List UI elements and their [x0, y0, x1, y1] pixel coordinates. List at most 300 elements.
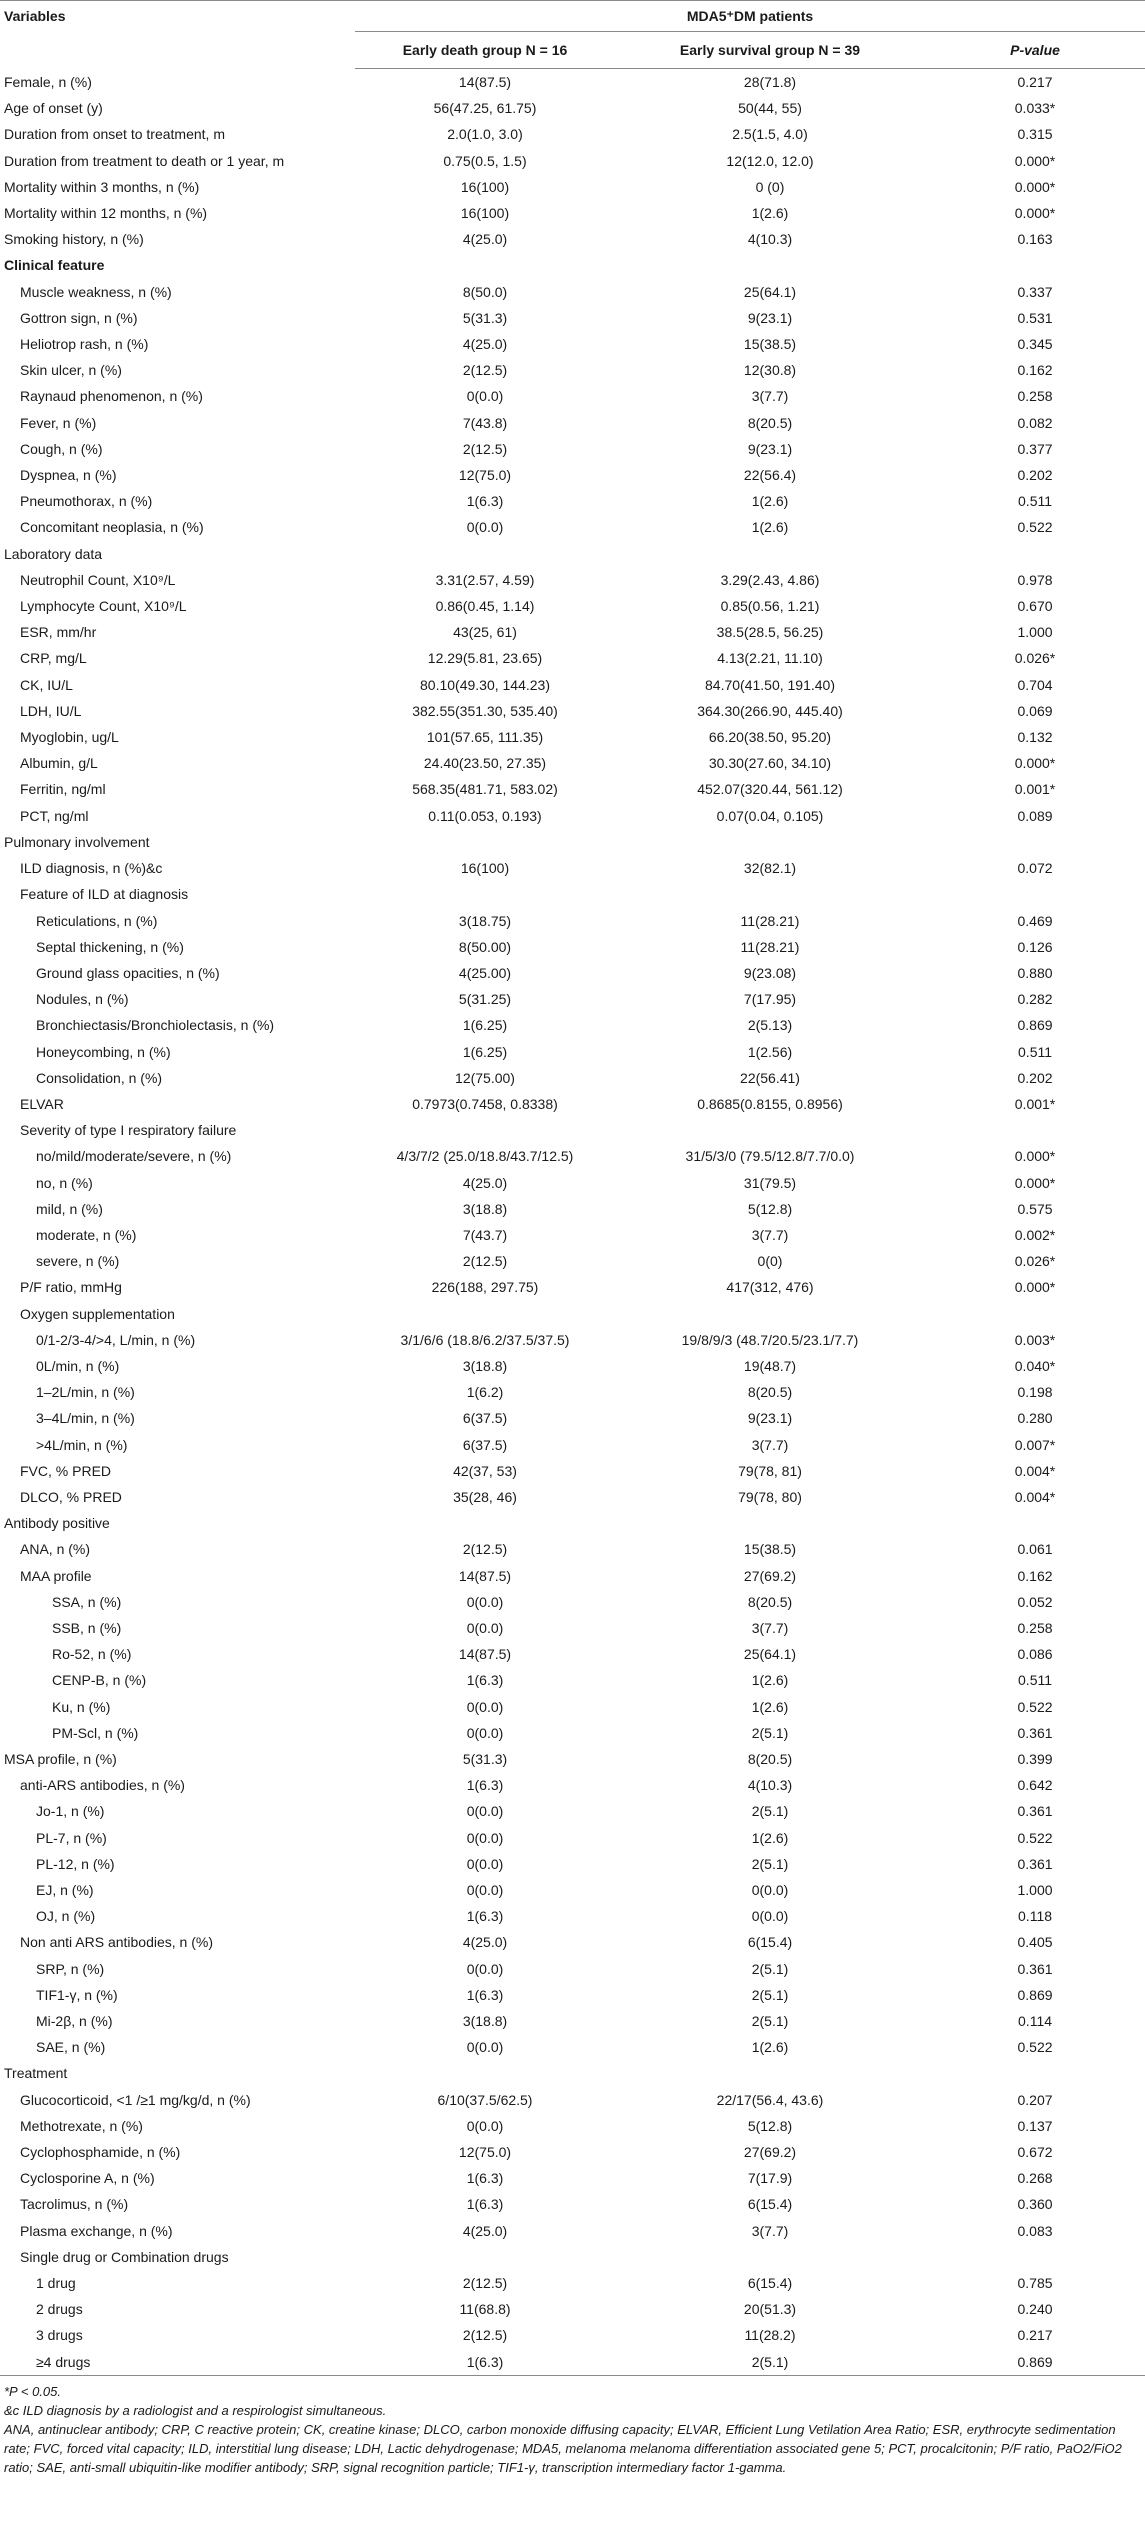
- row-variable-label: Jo-1, n (%): [36, 1803, 105, 1820]
- row-early-death-value: 2(12.5): [462, 2327, 508, 2344]
- row-early-survival-value: 1(2.6): [751, 1698, 789, 1715]
- row-p-value: 0.522: [1017, 1829, 1053, 1846]
- table-row: [0, 1117, 1145, 1143]
- row-variable-label: 3 drugs: [36, 2327, 83, 2344]
- table-row: [0, 2113, 1145, 2139]
- row-early-survival-value: 0 (0): [755, 178, 785, 195]
- table-row: [0, 619, 1145, 645]
- row-p-value: 0.132: [1017, 729, 1053, 746]
- row-early-survival-value: [615, 881, 925, 907]
- row-p-value: 0.405: [1017, 1934, 1053, 1951]
- row-p-value: 0.033*: [1014, 100, 1056, 117]
- row-early-survival-value: 6(15.4): [747, 2196, 793, 2213]
- table-row: [0, 829, 1145, 855]
- row-early-death-value: 1(6.3): [466, 1986, 504, 2003]
- row-variable-label: 3–4L/min, n (%): [36, 1410, 135, 1427]
- row-p-value: [925, 881, 1145, 907]
- row-variable-label: anti-ARS antibodies, n (%): [20, 1777, 185, 1794]
- row-p-value: 0.052: [1017, 1593, 1053, 1610]
- row-early-death-value: 80.10(49.30, 144.23): [420, 676, 550, 693]
- row-early-death-value: 24.40(23.50, 27.35): [423, 755, 547, 772]
- row-early-survival-value: 9(23.1): [747, 440, 793, 457]
- row-p-value: 0.082: [1017, 414, 1053, 431]
- row-p-value: 0.001*: [1014, 781, 1056, 798]
- row-early-death-value: 568.35(481.71, 583.02): [412, 781, 558, 798]
- table-row: [0, 881, 1145, 907]
- table-row: [0, 514, 1145, 540]
- row-early-death-value: 16(100): [460, 205, 510, 222]
- table-row: [0, 1432, 1145, 1458]
- row-variable-label: Severity of type I respiratory failure: [20, 1122, 237, 1139]
- footnote-ild: &c ILD diagnosis by a radiologist and a respirologist simultaneous.: [4, 2402, 387, 2418]
- row-early-survival-value: 452.07(320.44, 561.12): [697, 781, 843, 798]
- table-row: [0, 1536, 1145, 1562]
- header-early-death: Early death group N = 16: [355, 32, 615, 69]
- row-early-survival-value: 8(20.5): [747, 1751, 793, 1767]
- row-early-death-value: 2.0(1.0, 3.0): [447, 126, 523, 143]
- row-variable-label: 2 drugs: [36, 2301, 83, 2318]
- row-early-survival-value: 5(12.8): [747, 1200, 793, 1217]
- row-p-value: [925, 252, 1145, 278]
- row-early-survival-value: 3(7.7): [751, 1619, 789, 1636]
- row-early-death-value: 7(43.7): [462, 1226, 508, 1243]
- row-early-death-value: 16(100): [460, 860, 510, 877]
- row-early-survival-value: 50(44, 55): [738, 100, 802, 117]
- row-p-value: 0.670: [1017, 598, 1053, 615]
- row-early-death-value: 0(0.0): [466, 388, 504, 405]
- table-row: [0, 174, 1145, 200]
- row-early-survival-value: 2(5.1): [751, 1855, 789, 1872]
- row-early-death-value: 5(31.3): [462, 309, 508, 326]
- row-variable-label: Consolidation, n (%): [36, 1069, 163, 1086]
- row-early-survival-value: [615, 1301, 925, 1327]
- row-variable-label: Myoglobin, ug/L: [20, 729, 119, 746]
- row-p-value: 0.642: [1017, 1777, 1053, 1794]
- table-row: [0, 2008, 1145, 2034]
- row-p-value: 0.282: [1017, 991, 1053, 1008]
- row-early-death-value: 6(37.5): [462, 1410, 508, 1427]
- row-p-value: 0.137: [1017, 2117, 1053, 2134]
- row-variable-label: Cough, n (%): [20, 440, 103, 457]
- row-early-survival-value: 79(78, 80): [738, 1488, 802, 1505]
- row-early-survival-value: 84.70(41.50, 191.40): [705, 676, 835, 693]
- row-variable-label: DLCO, % PRED: [20, 1488, 122, 1505]
- row-early-death-value: [355, 829, 615, 855]
- row-early-survival-value: 7(17.95): [743, 991, 797, 1008]
- row-variable-label: ANA, n (%): [20, 1541, 91, 1558]
- row-early-death-value: 6(37.5): [462, 1436, 508, 1453]
- table-row: [0, 1798, 1145, 1824]
- table-row: [0, 305, 1145, 331]
- row-early-survival-value: 0(0): [757, 1253, 783, 1270]
- row-early-death-value: 6/10(37.5/62.5): [437, 2091, 533, 2108]
- row-early-death-value: 4(25.0): [462, 1174, 508, 1191]
- row-early-survival-value: 7(17.9): [747, 2170, 793, 2187]
- row-variable-label: TIF1-γ, n (%): [36, 1986, 118, 2003]
- row-variable-label: Raynaud phenomenon, n (%): [20, 388, 203, 405]
- table-row: [0, 1196, 1145, 1222]
- row-p-value: 0.162: [1017, 362, 1053, 379]
- row-early-survival-value: 25(64.1): [743, 283, 797, 300]
- row-early-survival-value: 12(12.0, 12.0): [726, 152, 814, 169]
- row-variable-label: Duration from treatment to death or 1 year, m: [4, 152, 285, 169]
- row-early-death-value: [355, 2244, 615, 2270]
- row-early-death-value: 0.7973(0.7458, 0.8338): [412, 1095, 558, 1112]
- row-p-value: 0.000*: [1014, 178, 1056, 195]
- row-early-death-value: 0(0.0): [466, 1593, 504, 1610]
- row-early-death-value: 1(6.3): [466, 1908, 504, 1925]
- row-p-value: 0.002*: [1014, 1226, 1056, 1243]
- row-variable-label: SRP, n (%): [36, 1960, 105, 1977]
- row-variable-label: LDH, IU/L: [20, 702, 82, 719]
- row-p-value: 0.004*: [1014, 1462, 1056, 1479]
- row-early-survival-value: 12(30.8): [743, 362, 797, 379]
- row-variable-label: Ferritin, ng/ml: [20, 781, 106, 798]
- row-variable-label: Treatment: [4, 2065, 68, 2082]
- row-early-survival-value: 11(28.21): [740, 912, 800, 929]
- row-p-value: 0.163: [1017, 231, 1053, 248]
- table-row: [0, 1720, 1145, 1746]
- table-row: [0, 593, 1145, 619]
- table-row: [0, 908, 1145, 934]
- row-early-survival-value: 27(69.2): [743, 2144, 797, 2161]
- row-p-value: 0.000*: [1014, 755, 1056, 772]
- row-p-value: 0.026*: [1014, 1253, 1056, 1270]
- row-p-value: 0.000*: [1014, 205, 1056, 222]
- table-row: [0, 1379, 1145, 1405]
- row-variable-label: Non anti ARS antibodies, n (%): [20, 1934, 213, 1951]
- row-variable-label: Pulmonary involvement: [4, 833, 150, 850]
- row-p-value: [925, 1117, 1145, 1143]
- row-variable-label: ILD diagnosis, n (%)&c: [20, 860, 163, 877]
- row-p-value: 0.315: [1017, 126, 1053, 143]
- row-p-value: 0.072: [1017, 860, 1053, 877]
- row-p-value: 0.785: [1017, 2275, 1053, 2292]
- row-variable-label: Methotrexate, n (%): [20, 2117, 143, 2134]
- row-p-value: [925, 829, 1145, 855]
- row-variable-label: Skin ulcer, n (%): [20, 362, 122, 379]
- row-early-survival-value: 2.5(1.5, 4.0): [732, 126, 808, 143]
- row-early-death-value: 1(6.3): [466, 1777, 504, 1794]
- row-p-value: 0.061: [1017, 1541, 1053, 1558]
- row-p-value: 0.217: [1017, 2327, 1053, 2344]
- row-p-value: 0.162: [1017, 1567, 1053, 1584]
- table-row: [0, 252, 1145, 278]
- table-row: [0, 1274, 1145, 1300]
- row-early-death-value: 7(43.8): [462, 414, 508, 431]
- row-early-survival-value: 1(2.56): [747, 1043, 793, 1060]
- row-variable-label: Oxygen supplementation: [20, 1305, 175, 1322]
- row-early-survival-value: 32(82.1): [743, 860, 797, 877]
- table-row: [0, 803, 1145, 829]
- row-variable-label: CENP-B, n (%): [52, 1672, 147, 1689]
- row-early-death-value: 3(18.8): [462, 1357, 508, 1374]
- row-p-value: [925, 2244, 1145, 2270]
- row-variable-label: Ground glass opacities, n (%): [36, 964, 220, 981]
- row-early-death-value: [355, 1510, 615, 1536]
- row-p-value: 0.202: [1017, 1069, 1053, 1086]
- row-early-survival-value: 1(2.6): [751, 1829, 789, 1846]
- row-p-value: 0.978: [1017, 571, 1053, 588]
- table-row: [0, 1667, 1145, 1693]
- header-p-value: [925, 32, 1145, 69]
- row-variable-label: Antibody positive: [4, 1515, 110, 1532]
- row-early-survival-value: [615, 2060, 925, 2086]
- row-variable-label: MSA profile, n (%): [4, 1751, 117, 1767]
- row-p-value: 0.511: [1018, 1672, 1053, 1689]
- row-variable-label: Mi-2β, n (%): [36, 2013, 113, 2030]
- row-variable-label: Feature of ILD at diagnosis: [20, 886, 189, 903]
- row-early-death-value: 1(6.3): [466, 2196, 504, 2213]
- row-early-death-value: 4/3/7/2 (25.0/18.8/43.7/12.5): [396, 1148, 574, 1165]
- row-p-value: 0.003*: [1014, 1331, 1056, 1348]
- table-row: [0, 1353, 1145, 1379]
- table-row: [0, 1327, 1145, 1353]
- row-p-value: 0.880: [1017, 964, 1053, 981]
- row-variable-label: PL-7, n (%): [36, 1829, 107, 1846]
- row-early-survival-value: 19(48.7): [743, 1357, 797, 1374]
- row-p-value: 0.361: [1017, 1855, 1053, 1872]
- row-early-death-value: 16(100): [460, 178, 510, 195]
- row-early-death-value: 382.55(351.30, 535.40): [412, 702, 558, 719]
- row-variable-label: P/F ratio, mmHg: [20, 1279, 122, 1296]
- row-p-value: 0.280: [1017, 1410, 1053, 1427]
- row-early-survival-value: 9(23.1): [747, 309, 793, 326]
- row-variable-label: no/mild/moderate/severe, n (%): [36, 1148, 232, 1165]
- row-variable-label: Duration from onset to treatment, m: [4, 126, 225, 143]
- row-early-death-value: 5(31.25): [458, 991, 512, 1008]
- table-row: [0, 1563, 1145, 1589]
- row-early-survival-value: 31/5/3/0 (79.5/12.8/7.7/0.0): [685, 1148, 855, 1165]
- row-early-survival-value: 9(23.08): [743, 964, 797, 981]
- table-row: [0, 1825, 1145, 1851]
- row-early-survival-value: 9(23.1): [747, 1410, 793, 1427]
- table-row: [0, 1039, 1145, 1065]
- row-early-survival-value: 2(5.13): [747, 1017, 793, 1034]
- row-early-death-value: 0(0.0): [466, 519, 504, 536]
- row-early-death-value: 1(6.3): [466, 2170, 504, 2187]
- row-early-death-value: [355, 541, 615, 567]
- row-early-death-value: 35(28, 46): [453, 1488, 517, 1505]
- table-row: [0, 1641, 1145, 1667]
- table-body: [0, 69, 1145, 2376]
- row-p-value: 0.531: [1017, 309, 1053, 326]
- row-variable-label: mild, n (%): [36, 1200, 103, 1217]
- row-variable-label: Bronchiectasis/Bronchiolectasis, n (%): [36, 1017, 275, 1034]
- row-early-death-value: 226(188, 297.75): [431, 1279, 539, 1296]
- row-p-value: 0.089: [1017, 807, 1053, 824]
- row-early-survival-value: 5(12.8): [747, 2117, 793, 2134]
- row-variable-label: Neutrophil Count, X10⁹/L: [20, 571, 176, 588]
- row-early-death-value: [355, 252, 615, 278]
- row-p-value: 1.000: [1017, 624, 1053, 641]
- table-row: [0, 1405, 1145, 1431]
- row-variable-label: 1 drug: [36, 2275, 76, 2292]
- table-row: [0, 1694, 1145, 1720]
- table-row: [0, 1746, 1145, 1772]
- row-p-value: 0.217: [1017, 74, 1053, 90]
- table-row: [0, 672, 1145, 698]
- table-row: [0, 1772, 1145, 1798]
- row-variable-label: Female, n (%): [4, 73, 92, 90]
- table-row: [0, 1484, 1145, 1510]
- row-early-survival-value: 3.29(2.43, 4.86): [720, 571, 820, 588]
- table-row: [0, 488, 1145, 514]
- row-early-death-value: 14(87.5): [458, 1646, 512, 1663]
- table-row: [0, 724, 1145, 750]
- row-p-value: 0.258: [1017, 388, 1053, 405]
- row-p-value: 0.069: [1017, 702, 1053, 719]
- row-variable-label: Pneumothorax, n (%): [20, 493, 153, 510]
- row-variable-label: Reticulations, n (%): [36, 912, 158, 929]
- table-row: [0, 1065, 1145, 1091]
- row-early-death-value: 0(0.0): [466, 1724, 504, 1741]
- footnote-significance: *P < 0.05.: [4, 2383, 61, 2399]
- row-p-value: 0.026*: [1014, 650, 1056, 667]
- table-row: [0, 1012, 1145, 1038]
- row-early-death-value: 0.86(0.45, 1.14): [435, 598, 535, 615]
- row-variable-label: 0L/min, n (%): [36, 1357, 120, 1374]
- row-early-survival-value: 4(10.3): [747, 231, 793, 248]
- table-row: [0, 2218, 1145, 2244]
- row-variable-label: Smoking history, n (%): [4, 231, 144, 248]
- row-early-death-value: 0(0.0): [466, 1619, 504, 1636]
- row-early-survival-value: 417(312, 476): [726, 1279, 814, 1296]
- table-row: [0, 436, 1145, 462]
- table-row: [0, 331, 1145, 357]
- row-early-death-value: [355, 881, 615, 907]
- row-early-survival-value: 8(20.5): [747, 1593, 793, 1610]
- row-p-value: 0.511: [1018, 1043, 1053, 1060]
- row-variable-label: ELVAR: [20, 1095, 64, 1112]
- row-early-survival-value: 2(5.1): [751, 1960, 789, 1977]
- row-early-death-value: 0(0.0): [466, 1882, 504, 1899]
- row-early-survival-value: 2(5.1): [751, 1724, 789, 1741]
- row-variable-label: Cyclophosphamide, n (%): [20, 2144, 181, 2161]
- row-variable-label: 0/1-2/3-4/>4, L/min, n (%): [36, 1331, 196, 1348]
- row-variable-label: severe, n (%): [36, 1253, 120, 1270]
- table-row: [0, 1929, 1145, 1955]
- header-variables: Variables: [0, 1, 355, 69]
- row-variable-label: Cyclosporine A, n (%): [20, 2170, 155, 2187]
- header-group-title: MDA5⁺DM patients: [355, 1, 1145, 32]
- table-row: [0, 567, 1145, 593]
- row-p-value: [925, 2060, 1145, 2086]
- row-early-death-value: 11(68.8): [459, 2301, 511, 2318]
- row-early-survival-value: 0.85(0.56, 1.21): [720, 598, 820, 615]
- row-variable-label: Albumin, g/L: [20, 755, 98, 772]
- row-early-survival-value: 6(15.4): [747, 2275, 793, 2292]
- table-row: [0, 462, 1145, 488]
- row-p-value: 0.377: [1017, 440, 1053, 457]
- table-row: [0, 1903, 1145, 1929]
- row-early-death-value: 2(12.5): [462, 2275, 508, 2292]
- table-row: [0, 1091, 1145, 1117]
- row-early-death-value: 2(12.5): [462, 440, 508, 457]
- row-variable-label: PM-Scl, n (%): [52, 1724, 139, 1741]
- row-early-survival-value: 79(78, 81): [738, 1462, 802, 1479]
- row-early-death-value: 8(50.0): [462, 283, 508, 300]
- row-p-value: 0.511: [1018, 493, 1053, 510]
- row-early-death-value: 5(31.3): [462, 1751, 508, 1767]
- row-early-survival-value: 66.20(38.50, 95.20): [708, 729, 832, 746]
- row-early-death-value: 12.29(5.81, 23.65): [427, 650, 543, 667]
- row-early-survival-value: 22(56.41): [740, 1069, 800, 1086]
- row-early-survival-value: 4(10.3): [747, 1777, 793, 1794]
- row-p-value: 1.000: [1017, 1882, 1053, 1899]
- table-row: [0, 1589, 1145, 1615]
- row-variable-label: Ro-52, n (%): [52, 1646, 132, 1663]
- row-variable-label: Plasma exchange, n (%): [20, 2222, 173, 2239]
- row-early-death-value: 42(37, 53): [453, 1462, 517, 1479]
- row-p-value: 0.000*: [1014, 1279, 1056, 1296]
- row-variable-label: Laboratory data: [4, 545, 103, 562]
- row-early-death-value: 0(0.0): [466, 1803, 504, 1820]
- table-row: [0, 2244, 1145, 2270]
- header-p-value-text: P-value: [1010, 42, 1060, 58]
- row-early-death-value: [355, 1301, 615, 1327]
- row-variable-label: >4L/min, n (%): [36, 1436, 128, 1453]
- row-early-survival-value: 0(0.0): [751, 1908, 789, 1925]
- row-early-death-value: 0(0.0): [466, 2117, 504, 2134]
- row-early-survival-value: 0.8685(0.8155, 0.8956): [697, 1095, 843, 1112]
- row-early-survival-value: 15(38.5): [743, 1541, 797, 1558]
- row-early-death-value: [355, 1117, 615, 1143]
- row-early-survival-value: 1(2.6): [751, 1672, 789, 1689]
- row-early-survival-value: 364.30(266.90, 445.40): [697, 702, 843, 719]
- row-early-death-value: 12(75.00): [455, 1069, 515, 1086]
- row-early-death-value: 1(6.25): [462, 1017, 508, 1034]
- row-early-death-value: 4(25.0): [462, 231, 508, 248]
- row-variable-label: ≥4 drugs: [0, 2349, 355, 2376]
- row-early-survival-value: 8(20.5): [747, 414, 793, 431]
- row-variable-label: Clinical feature: [4, 257, 105, 274]
- table-row: [0, 1458, 1145, 1484]
- row-early-death-value: 56(47.25, 61.75): [433, 100, 537, 117]
- row-p-value: 0.000*: [1014, 1148, 1056, 1165]
- header-early-survival: Early survival group N = 39: [615, 32, 925, 69]
- table-row: [0, 2296, 1145, 2322]
- row-variable-label: 1–2L/min, n (%): [36, 1384, 135, 1401]
- row-p-value: 0.040*: [1014, 1357, 1056, 1374]
- row-early-death-value: 3/1/6/6 (18.8/6.2/37.5/37.5): [400, 1331, 570, 1348]
- row-p-value: 0.399: [1017, 1751, 1053, 1767]
- footnote-abbreviations: ANA, antinuclear antibody; CRP, C reactive protein; CK, creatine kinase; DLCO, carbon monoxide diffusing capacity; ELVAR, Efficient Lung Vetilation Area Ratio; ESR, erythrocyte sedimentation rate; FVC, forced vital capacity; ILD, interstitial lung disease; LDH, Lactic dehydrogenase; MDA5, melanoma melanoma differentiation associated gene 5; PCT, procalcitonin; P/F ratio, PaO2/FiO2 ratio; SAE, anti-small ubiquitin-like modifier antibody; SRP, signal recognition particle; TIF1-γ, transcription intermediary factor 1-gamma.: [4, 2421, 1122, 2475]
- row-p-value: 0.007*: [1014, 1436, 1056, 1453]
- row-early-death-value: 2(12.5): [462, 362, 508, 379]
- row-p-value: 0.361: [1017, 1724, 1053, 1741]
- row-p-value: 0.361: [1017, 1960, 1053, 1977]
- row-early-survival-value: 1(2.6): [751, 205, 789, 222]
- row-p-value: 0.083: [1017, 2222, 1053, 2239]
- row-p-value: 0.360: [1017, 2196, 1053, 2213]
- row-early-death-value: 12(75.0): [458, 467, 512, 484]
- row-p-value: 0.704: [1017, 676, 1053, 693]
- table-row: [0, 541, 1145, 567]
- row-variable-label: FVC, % PRED: [20, 1462, 112, 1479]
- row-early-death-value: 0(0.0): [466, 2039, 504, 2056]
- row-variable-label: Lymphocyte Count, X10⁹/L: [20, 598, 187, 615]
- row-p-value: 0.004*: [1014, 1488, 1056, 1505]
- row-variable-label: CRP, mg/L: [20, 650, 87, 667]
- row-early-death-value: 0.75(0.5, 1.5): [443, 152, 527, 169]
- row-variable-label: SAE, n (%): [36, 2039, 106, 2056]
- table-row: [0, 1615, 1145, 1641]
- table-row: [0, 226, 1145, 252]
- table-row: [0, 1143, 1145, 1169]
- table-row: [0, 698, 1145, 724]
- row-early-death-value: 3(18.75): [458, 912, 512, 929]
